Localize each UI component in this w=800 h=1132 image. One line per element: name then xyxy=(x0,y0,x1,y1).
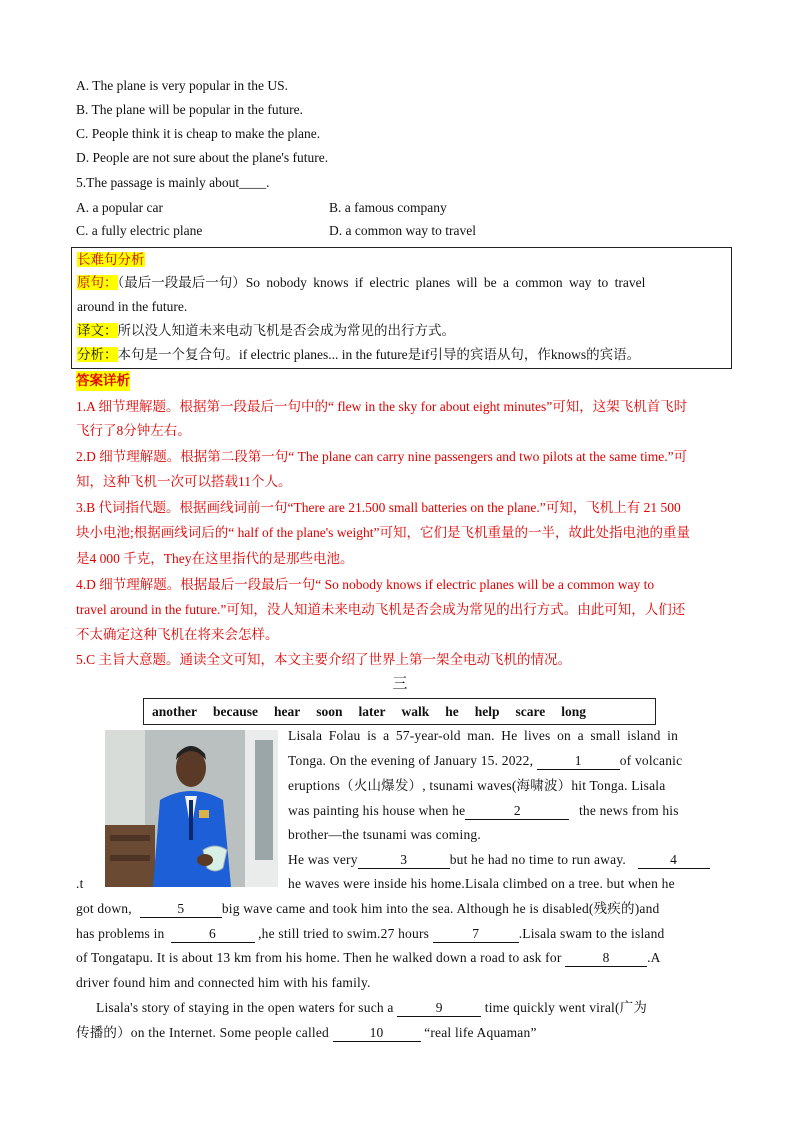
anal-label: 分析： xyxy=(77,347,118,362)
blank-9: 9 xyxy=(397,1000,481,1017)
story-line: he waves were inside his home.Lisala climbed on a tree. but when he xyxy=(288,876,675,891)
answer-line: 2.D 细节理解题。根据第二段第一句“ The plane can carry nine passengers and two pilots at the same time.”可 xyxy=(76,449,688,464)
blank-5: 5 xyxy=(140,901,222,918)
story-line: .Lisala swam to the island xyxy=(518,926,665,941)
blank-4: 4 xyxy=(638,852,710,869)
story-line: brother—the tsunami was coming. xyxy=(288,827,481,842)
story-line: was painting his house when he xyxy=(288,803,466,818)
trans-text: 所以没人知道未来电动飞机是否会成为常见的出行方式。 xyxy=(117,323,455,338)
q5-option-c: C. a fully electric plane xyxy=(76,223,203,238)
q4-option-c: C. People think it is cheap to make the plane. xyxy=(76,126,321,141)
q5-option-a: A. a popular car xyxy=(76,200,163,215)
answer-line: 飞行了8分钟左右。 xyxy=(76,423,191,438)
word-bank-item: another xyxy=(152,703,197,719)
story-line: time quickly went viral(广为 xyxy=(484,1000,648,1015)
story-line: Lisala Folau is a 57-year-old man. He lives on a small island in xyxy=(288,728,679,743)
blank-2: 2 xyxy=(465,803,569,820)
sentence-analysis-box xyxy=(71,247,732,369)
orig-label: 原句： xyxy=(77,275,118,290)
blank-7: 7 xyxy=(433,926,519,943)
q4-option-b: B. The plane will be popular in the future. xyxy=(76,102,303,117)
word-bank-item: help xyxy=(474,703,500,719)
story-line: of Tongatapu. It is about 13 km from his home. Then he walked down a road to ask for xyxy=(76,950,562,965)
word-bank-item: scare xyxy=(515,703,546,719)
answer-line: 知，这种飞机一次可以搭载11个人。 xyxy=(76,474,292,489)
word-bank-item: long xyxy=(561,703,587,719)
story-line: ,he still tried to swim.27 hours xyxy=(258,926,430,941)
blank-8: 8 xyxy=(565,950,647,967)
trans-label: 译文： xyxy=(77,323,118,338)
story-line: has problems in xyxy=(76,926,165,941)
story-line: “real life Aquaman” xyxy=(424,1025,537,1040)
man-photo xyxy=(105,730,278,887)
word-bank-item: because xyxy=(213,703,258,719)
word-bank-item: later xyxy=(358,703,386,719)
orig-sentence-line2: around in the future. xyxy=(77,299,188,314)
q5-option-b: B. a famous company xyxy=(329,200,447,215)
answer-line: 是4 000 千克，They在这里指代的是那些电池。 xyxy=(76,551,354,566)
story-line: big wave came and took him into the sea. Although he is disabled(残疾的)and xyxy=(221,901,660,916)
story-line: .A xyxy=(647,950,661,965)
q4-option-d: D. People are not sure about the plane's future. xyxy=(76,150,329,165)
answers-heading: 答案详析 xyxy=(76,371,130,391)
story-line: driver found him and connected him with his family. xyxy=(76,975,371,990)
story-line: eruptions（火山爆发）, tsunami waves(海啸波）hit Tonga. Lisala xyxy=(288,778,666,793)
orig-sentence-line1: （最后一段最后一句）So nobody knows if electric planes will be a common way to travel xyxy=(117,275,646,290)
word-bank xyxy=(143,698,656,725)
q5-option-d: D. a common way to travel xyxy=(329,223,476,238)
answer-line: 不太确定这种飞机在将来会怎样。 xyxy=(76,627,279,642)
story-line: of volcanic xyxy=(619,753,683,768)
answer-line: 5.C 主旨大意题。通读全文可知，本文主要介绍了世界上第一架全电动飞机的情况。 xyxy=(76,652,572,667)
answer-line: 4.D 细节理解题。根据最后一段最后一句“ So nobody knows if electric planes will be a common way to xyxy=(76,577,655,592)
answer-line: travel around in the future.”可知，没人知道未来电动飞机是否会成为常见的出行方式。由此可知，人们还 xyxy=(76,602,686,617)
story-line: Lisala's story of staying in the open waters for such a xyxy=(96,1000,394,1015)
word-bank-item: walk xyxy=(401,703,430,719)
answer-line: 块小电池;根据画线词后的“ half of the plane's weight”可知，它们是飞机重量的一半，故此处指电池的重量 xyxy=(76,525,690,540)
analysis-title: 长难句分析 xyxy=(77,252,145,267)
blank-10: 10 xyxy=(333,1025,421,1042)
answer-line: 3.B 代词指代题。根据画线词前一句“There are 21.500 small batteries on the plane.”可知，飞机上有 21 500 xyxy=(76,500,681,515)
story-line: He was very xyxy=(288,852,358,867)
word-bank-item: hear xyxy=(274,703,301,719)
answer-line: 1.A 细节理解题。根据第一段最后一句中的“ flew in the sky for about eight minutes”可知，这架飞机首飞时 xyxy=(76,399,688,414)
story-line: 传播的）on the Internet. Some people called xyxy=(76,1025,329,1040)
story-line: .t xyxy=(76,876,84,891)
story-line: got down, xyxy=(76,901,132,916)
q5-stem: 5.The passage is mainly about____. xyxy=(76,175,270,190)
blank-3: 3 xyxy=(358,852,450,869)
story-line: the news from his xyxy=(578,803,679,818)
word-bank-item: he xyxy=(445,703,459,719)
story-line: Tonga. On the evening of January 15. 2022, xyxy=(288,753,534,768)
blank-6: 6 xyxy=(171,926,255,943)
word-bank-item: soon xyxy=(316,703,343,719)
story-line: but he had no time to run away. xyxy=(449,852,626,867)
q4-option-a: A. The plane is very popular in the US. xyxy=(76,78,288,93)
section-title: 三 xyxy=(392,676,408,692)
blank-1: 1 xyxy=(537,753,620,770)
anal-text: 本句是一个复合句。if electric planes... in the future是if引导的宾语从句，作knows的宾语。 xyxy=(117,347,641,362)
